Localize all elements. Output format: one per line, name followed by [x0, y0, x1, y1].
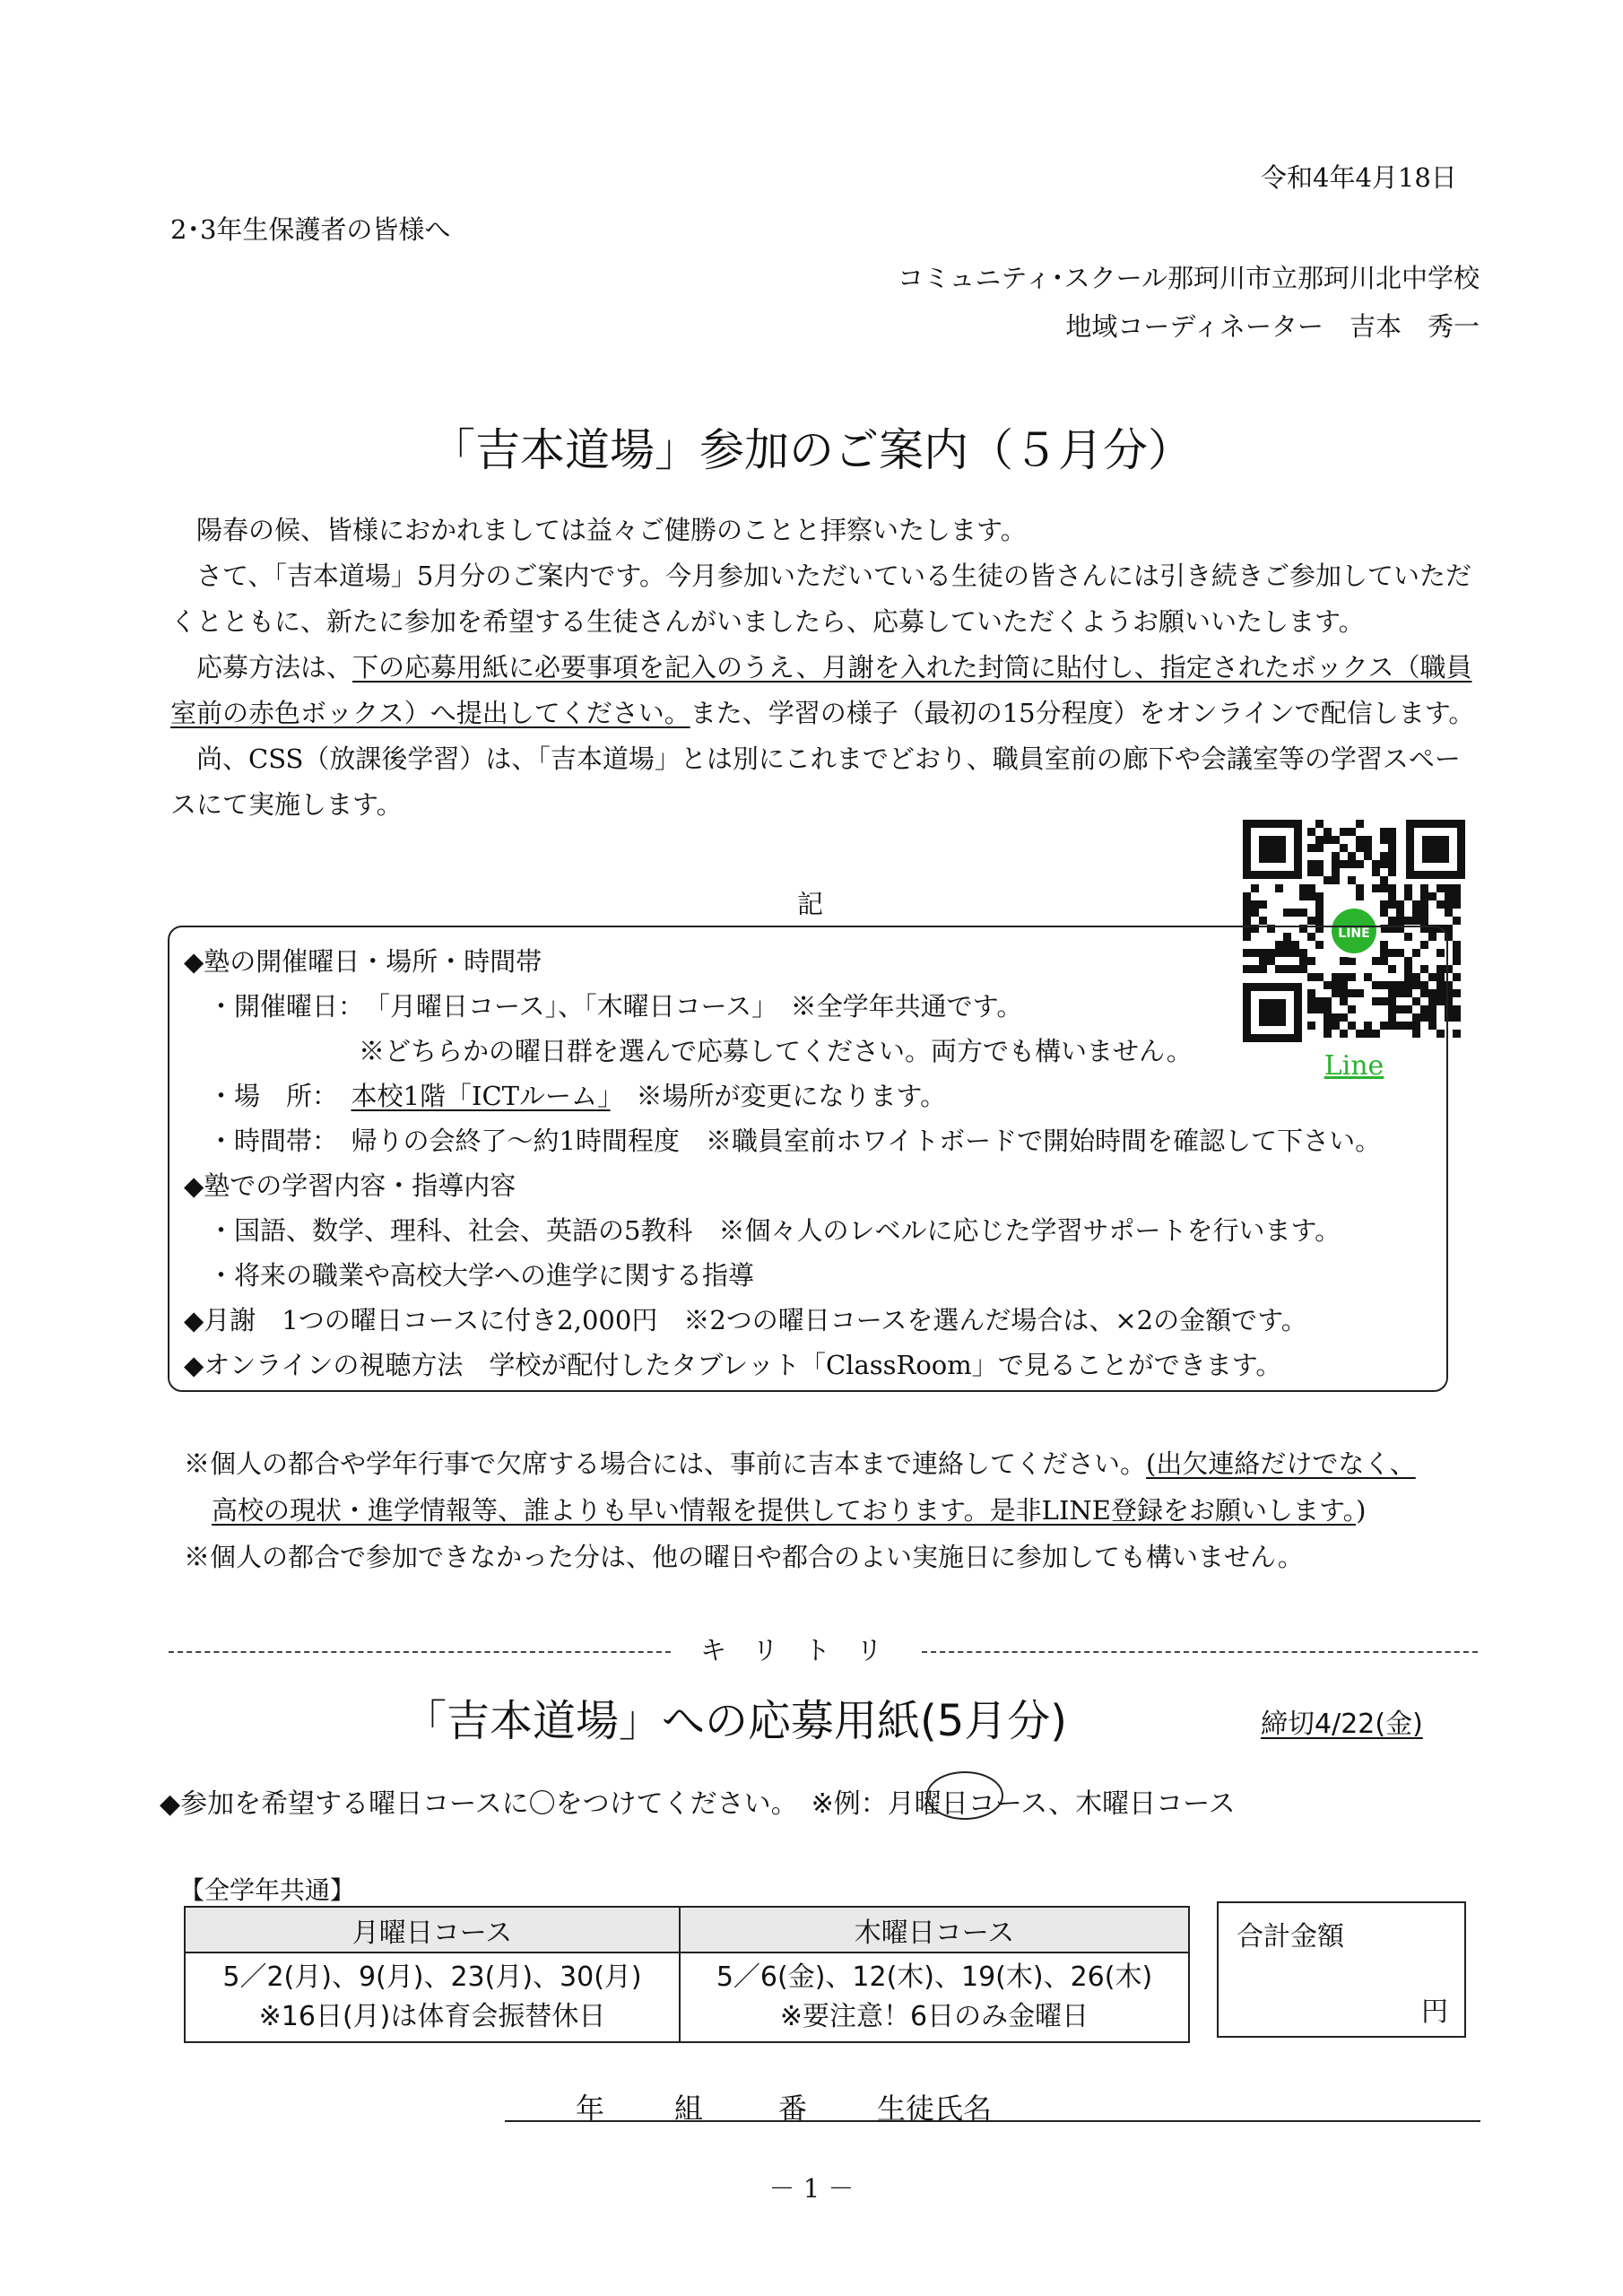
notice-heading-schedule: ◆塾の開催曜日・場所・時間帯 [184, 946, 542, 977]
ki-marker: 記 [797, 889, 824, 919]
note-absence [184, 1448, 1416, 1479]
days-label: ・開催曜日： [208, 991, 352, 1022]
page-title: 「吉本道場」参加のご案内（５月分） [430, 424, 1193, 476]
paragraph-3 [170, 645, 1480, 736]
paragraph-3-pre: 応募方法は、 [196, 652, 353, 683]
paragraph-1: 陽春の候、皆様におかれましては益々ご健勝のことと拝察いたします。 [196, 515, 1027, 545]
paragraph-4: 尚、CSS（放課後学習）は、「吉本道場」とは別にこれまでどおり、職員室前の廊下や会議室等の学習スペースにて実施します。 [170, 744, 1461, 820]
sig-year: 年 [576, 2092, 605, 2126]
note-close-paren: ) [1356, 1495, 1367, 1526]
place-note: ※場所が変更になります。 [636, 1081, 947, 1111]
notice-time [208, 1121, 1381, 1158]
document-date: 令和4年4月18日 [1261, 162, 1457, 193]
sender-org: コミュニティ･スクール那珂川市立那珂川北中学校 [897, 263, 1480, 293]
form-instruction: ◆参加を希望する曜日コースに〇をつけてください。 ※例：月曜日コース、木曜日コース [160, 1788, 1236, 1820]
notice-online: ◆オンラインの視聴方法 学校が配付したタブレット「ClassRoom」で見ることができます。 [184, 1350, 1282, 1380]
note-absence-pre: ※個人の都合や学年行事で欠席する場合には、事前に吉本まで連絡してください。 [184, 1448, 1147, 1479]
note-absence-underlined: (出欠連絡だけでなく、 [1146, 1448, 1416, 1479]
total-amount-box[interactable] [1217, 1901, 1466, 2038]
sig-student-name: 生徒氏名 [877, 2092, 993, 2126]
note-makeup: ※個人の都合で参加できなかった分は、他の曜日や都合のよい実施日に参加しても構いません。 [184, 1542, 1304, 1572]
submission-instructions: 下の応募用紙に必要事項を記入のうえ、月謝を入れた封筒に貼付し、指定されたボックス（職員室前の赤色ボックス）へ提出してください。 [170, 652, 1472, 728]
notice-place [208, 1076, 946, 1113]
time-value: 帰りの会終了～約1時間程度 ※職員室前ホワイトボードで開始時間を確認して下さい。 [351, 1126, 1382, 1156]
form-deadline: 締切4/22(金) [1261, 1709, 1423, 1740]
thursday-dates: 5／6(金)、12(木)、19(木)、26(木) [716, 1961, 1153, 1993]
thursday-note: ※要注意！6日のみ金曜日 [779, 2001, 1089, 2032]
place-value: 本校1階「ICTルーム」 [351, 1081, 611, 1111]
note-line-register [212, 1495, 1367, 1526]
note-line-register-text: 高校の現状・進学情報等、誰よりも早い情報を提供しております。是非LINE登録をお願いします。 [212, 1495, 1357, 1526]
cut-line-right [922, 1651, 1478, 1653]
form-group-label: 【全学年共通】 [179, 1875, 356, 1905]
sender-name: 地域コーディネーター 吉本 秀一 [1065, 311, 1480, 342]
recipient: 2･3年生保護者の皆様へ [170, 214, 451, 245]
sig-class: 組 [674, 2092, 704, 2126]
sig-number: 番 [778, 2092, 808, 2126]
place-label: ・場 所： [208, 1081, 325, 1111]
total-amount-unit: 円 [1421, 1996, 1448, 2028]
days-value: 「月曜日コース」、「木曜日コース」 ※全学年共通です。 [377, 991, 1023, 1022]
course-cell-thursday[interactable] [680, 1952, 1189, 2042]
course-table [184, 1906, 1190, 2043]
cut-label: キ リ ト リ [700, 1635, 883, 1665]
line-caption: Line [1324, 1050, 1384, 1082]
cut-line-left [169, 1651, 671, 1653]
body-text [170, 508, 1480, 828]
line-logo-text: LINE [1338, 926, 1370, 941]
signature-line[interactable] [505, 2120, 1480, 2122]
monday-dates: 5／2(月)、9(月)、23(月)、30(月) [222, 1961, 642, 1993]
course-cell-monday[interactable] [185, 1952, 680, 2042]
example-circle-mark [926, 1771, 1003, 1820]
notice-days [208, 987, 1022, 1023]
total-amount-label: 合計金額 [1237, 1921, 1344, 1952]
notice-heading-study: ◆塾での学習内容・指導内容 [184, 1170, 516, 1201]
time-label: ・時間帯： [208, 1126, 325, 1156]
course-header-thursday: 木曜日コース [680, 1907, 1189, 1952]
notice-days-note: ※どちらかの曜日群を選んで応募してください。両方でも構いません。 [359, 1036, 1193, 1066]
notice-study-guidance: ・将来の職業や高校大学への進学に関する指導 [208, 1260, 755, 1291]
paragraph-3-post: また、学習の様子（最初の15分程度）をオンラインで配信します。 [690, 698, 1475, 728]
form-title: 「吉本道場」への応募用紙(5月分) [404, 1696, 1067, 1746]
monday-note: ※16日(月)は体育会振替休日 [258, 2001, 606, 2032]
notice-fee: ◆月謝 1つの曜日コースに付き2,000円 ※2つの曜日コースを選んだ場合は、×2の金額です。 [184, 1305, 1307, 1335]
notice-study-subjects: ・国語、数学、理科、社会、英語の5教科 ※個々人のレベルに応じた学習サポートを行います。 [208, 1215, 1341, 1246]
page-number: － 1 － [768, 2173, 855, 2204]
course-header-monday: 月曜日コース [185, 1907, 680, 1952]
paragraph-2: さて、「吉本道場」5月分のご案内です。今月参加いただいている生徒の皆さんには引き続きご参加していただくとともに、新たに参加を希望する生徒さんがいましたら、応募していただくようお願いいたします。 [170, 561, 1472, 637]
